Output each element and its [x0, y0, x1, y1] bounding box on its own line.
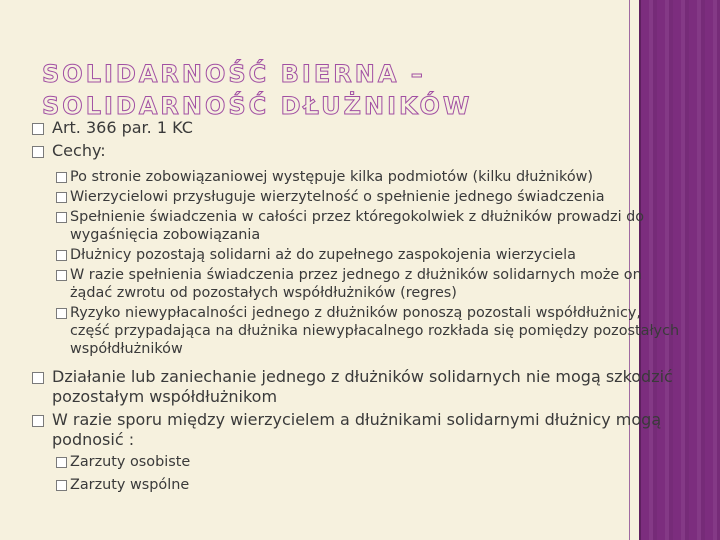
checkbox-square-icon — [56, 172, 67, 183]
sub-bullet-item — [56, 168, 682, 186]
sub-bullet-item — [56, 453, 682, 471]
sub-bullet-text: Wierzycielowi przysługuje wierzytelność o spełnienie jednego świadczenia — [70, 189, 605, 205]
slide-title: SOLIDARNOŚĆ BIERNA – SOLIDARNOŚĆ DŁUŻNIKÓW — [42, 60, 473, 120]
sub-bullet-item — [56, 188, 682, 206]
checkbox-square-icon — [56, 192, 67, 203]
sub-bullet-text: Dłużnicy pozostają solidarni aż do zupełnego zaspokojenia wierzyciela — [70, 247, 576, 263]
checkbox-square-icon — [32, 146, 44, 158]
sub-bullet-item — [56, 208, 682, 244]
sub-list-cechy — [32, 168, 682, 358]
sub-bullet-text: Po stronie zobowiązaniowej występuje kilka podmiotów (kilku dłużników) — [70, 169, 594, 185]
sub-bullet-text: Zarzuty wspólne — [70, 477, 190, 493]
sub-bullet-item — [56, 246, 682, 264]
sub-bullet-item — [56, 266, 682, 302]
slide-content — [32, 118, 682, 499]
sub-bullet-text: Spełnienie świadczenia w całości przez któregokolwiek z dłużników prowadzi do wygaśnięcia zobowiązania — [70, 209, 645, 243]
sub-bullet-text: Zarzuty osobiste — [70, 454, 191, 470]
bullet-item — [32, 410, 682, 450]
bullet-text: Art. 366 par. 1 KC — [52, 118, 193, 137]
bullet-item — [32, 141, 682, 161]
checkbox-square-icon — [56, 250, 67, 261]
sub-bullet-text: W razie spełnienia świadczenia przez jednego z dłużników solidarnych może on żądać zwrotu od pozostałych współdłużników (regres) — [70, 267, 642, 301]
bullet-item — [32, 118, 682, 138]
checkbox-square-icon — [56, 308, 67, 319]
checkbox-square-icon — [32, 372, 44, 384]
checkbox-square-icon — [56, 480, 67, 491]
sub-list-zarzuty — [32, 453, 682, 494]
checkbox-square-icon — [56, 270, 67, 281]
checkbox-square-icon — [32, 123, 44, 135]
sub-bullet-item — [56, 476, 682, 494]
checkbox-square-icon — [32, 415, 44, 427]
bullet-text: Cechy: — [52, 141, 106, 160]
checkbox-square-icon — [56, 457, 67, 468]
bullet-text: W razie sporu między wierzycielem a dłużnikami solidarnymi dłużnicy mogą podnosić : — [52, 410, 662, 449]
checkbox-square-icon — [56, 212, 67, 223]
bullet-item — [32, 367, 682, 407]
bullet-text: Działanie lub zaniechanie jednego z dłużników solidarnych nie mogą szkodzić pozostałym współdłużnikom — [52, 367, 673, 406]
sub-bullet-item — [56, 304, 682, 358]
sub-bullet-text: Ryzyko niewypłacalności jednego z dłużników ponoszą pozostali współdłużnicy, część przypadająca na dłużnika niewypłacalnego rozkłada się pomiędzy pozostałych współdłużników — [70, 305, 680, 357]
